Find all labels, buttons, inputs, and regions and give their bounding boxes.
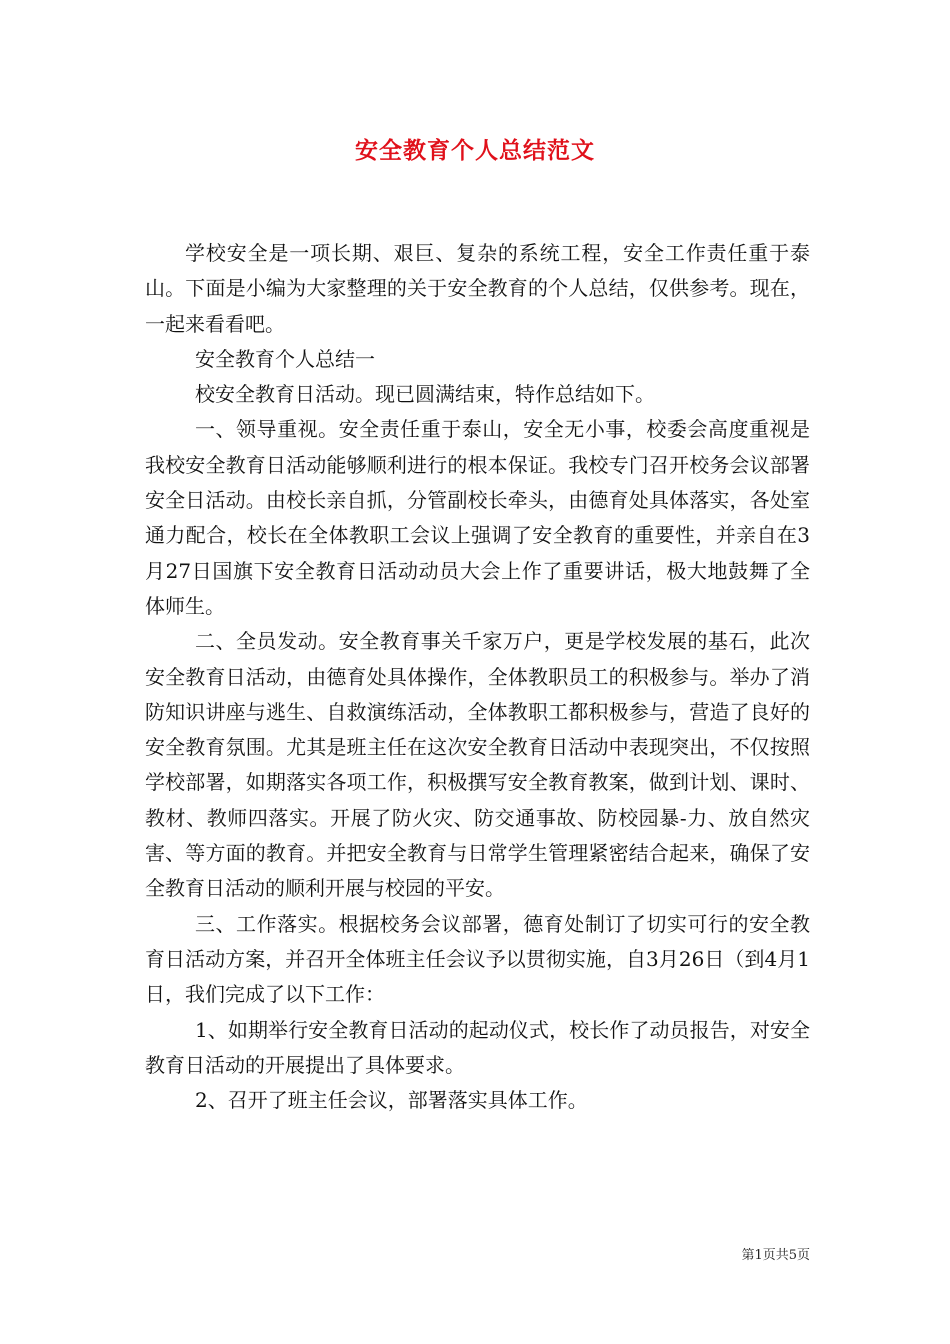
point-one-paragraph: 一、领导重视。安全责任重于泰山，安全无小事，校委会高度重视是我校安全教育日活动能够顺利进行的根本保证。我校专门召开校务会议部署安全日活动。由校长亲自抓，分管副校长牵头，由德育处具体落实，各处室通力配合，校长在全体教职工会议上强调了安全教育的重要性，并亲自在3月27日国旗下安全教育日活动动员大会上作了重要讲话，极大地鼓舞了全体师生。 — [145, 417, 810, 618]
document-title: 安全教育个人总结范文 — [355, 137, 595, 164]
section-heading: 安全教育个人总结一 — [195, 346, 375, 371]
point-three-paragraph: 三、工作落实。根据校务会议部署，德育处制订了切实可行的安全教育日活动方案，并召开全体班主任会议予以贯彻实施，自3月26日（到4月1日，我们完成了以下工作： — [145, 911, 810, 1007]
page-number: 第1页共5页 — [741, 1248, 810, 1263]
work-item-1: 1、如期举行安全教育日活动的起动仪式，校长作了动员报告，对安全教育日活动的开展提出了具体要求。 — [145, 1017, 810, 1077]
point-two-paragraph: 二、全员发动。安全教育事关千家万户，更是学校发展的基石，此次安全教育日活动，由德育处具体操作，全体教职员工的积极参与。举办了消防知识讲座与逃生、自救演练活动，全体教职工都积极参与，营造了良好的安全教育氛围。尤其是班主任在这次安全教育日活动中表现突出，不仅按照学校部署，如期落实各项工作，积极撰写安全教育教案，做到计划、课时、教材、教师四落实。开展了防火灾、防交通事故、防校园暴-力、放自然灾害、等方面的教育。并把安全教育与日常学生管理紧密结合起来，确保了安全教育日活动的顺利开展与校园的平安。 — [145, 629, 810, 901]
summary-intro-paragraph: 校安全教育日活动。现已圆满结束，特作总结如下。 — [195, 382, 655, 407]
work-item-2: 2、召开了班主任会议，部署落实具体工作。 — [195, 1088, 588, 1113]
intro-paragraph: 学校安全是一项长期、艰巨、复杂的系统工程，安全工作责任重于泰山。下面是小编为大家整理的关于安全教育的个人总结，仅供参考。现在，一起来看看吧。 — [145, 241, 810, 336]
document-body — [145, 236, 810, 1118]
